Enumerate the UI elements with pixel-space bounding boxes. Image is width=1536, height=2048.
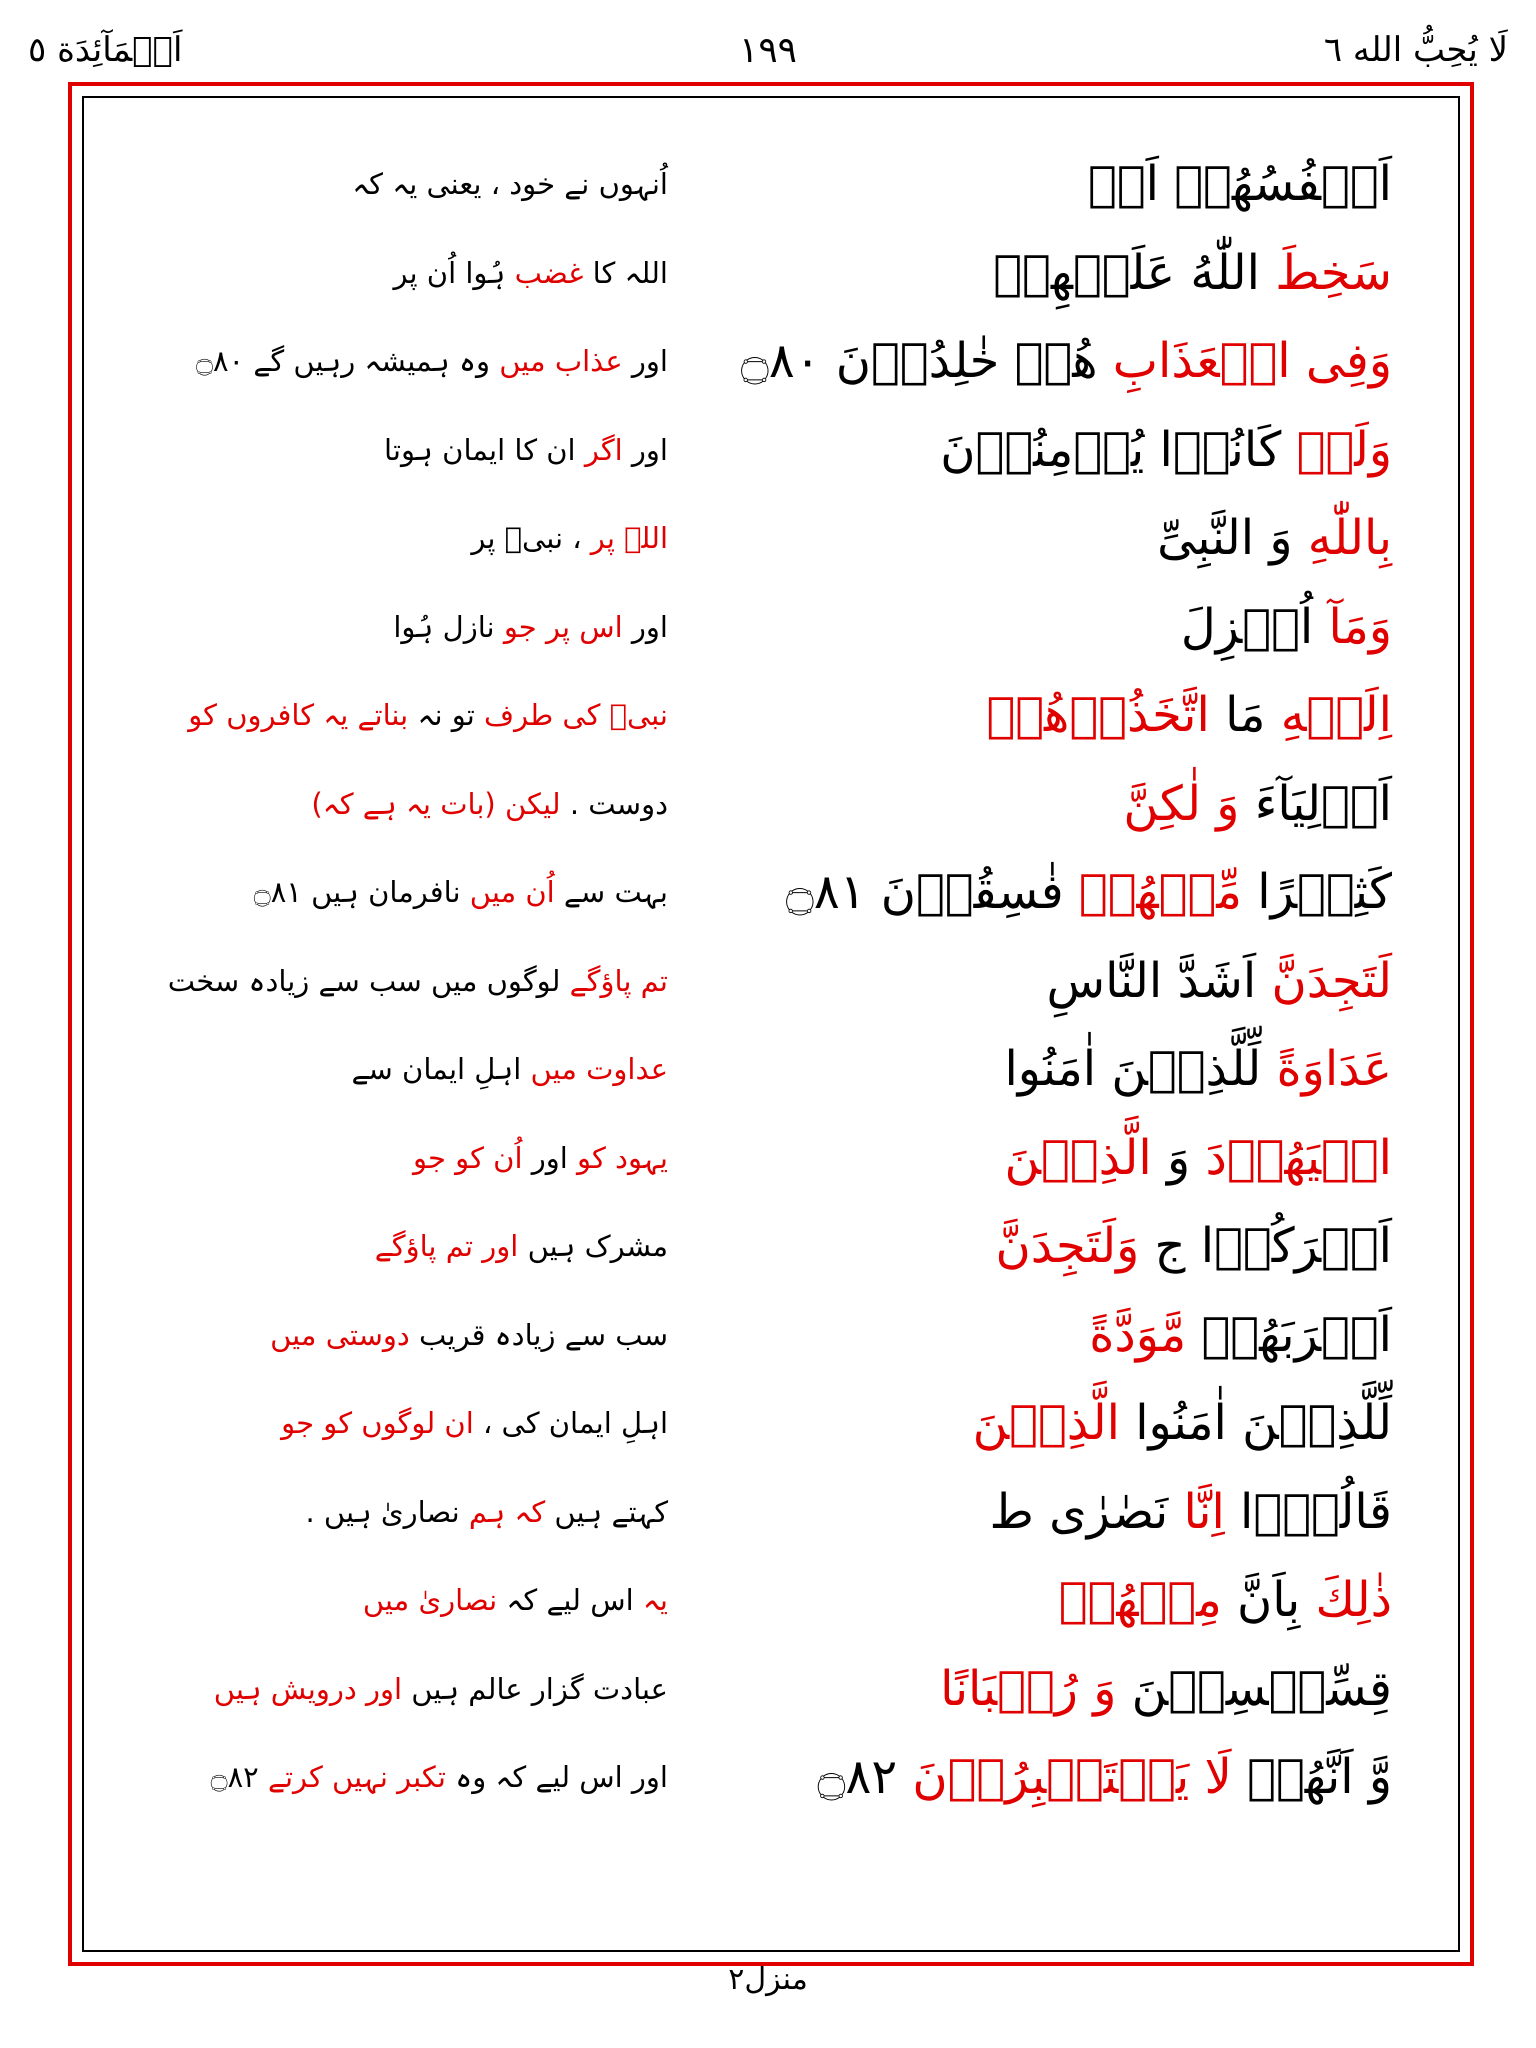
arabic-segment: نَصٰرٰى ط [989,1483,1169,1540]
arabic-segment: سَخِطَ [1259,244,1392,301]
arabic-segment: اَشَدَّ النَّاسِ [1046,952,1257,1009]
urdu-translation [148,848,668,936]
urdu-translation [148,760,668,848]
urdu-translation [148,671,668,759]
arabic-text [672,848,1392,936]
arabic-segment: قِسِّيۡسِيۡنَ [1116,1660,1392,1717]
urdu-segment: ان کا ایمان ہوتا [384,432,576,467]
urdu-translation [148,1114,668,1202]
verse-row [84,583,1458,672]
arabic-segment: وَ رُهۡبَانًا [940,1660,1117,1717]
urdu-translation [148,1556,668,1644]
urdu-segment: غضب [505,255,584,290]
page-border-inner [82,96,1460,1952]
arabic-segment: لَتَجِدَنَّ [1256,952,1392,1009]
arabic-segment: لِّلَّذِيۡنَ اٰمَنُوا [1119,1395,1392,1451]
verse-rows [84,140,1458,1822]
urdu-segment: ان لوگوں کو جو [281,1406,474,1440]
arabic-text [672,1291,1392,1379]
urdu-segment: اس پر جو [494,609,623,644]
urdu-segment: اگر [575,432,623,467]
arabic-segment: وَفِى الۡعَذَابِ [1097,333,1392,389]
urdu-segment: نصاریٰ میں [362,1583,498,1617]
urdu-segment: اُنہوں نے خود ، یعنی یہ کہ [352,167,668,201]
manzil-label: منزل٢ [728,1962,808,1997]
arabic-segment: اَشۡرَكُوۡا ج [1139,1218,1392,1274]
urdu-segment: تکبر نہیں کرتے [258,1760,446,1794]
urdu-translation [148,1025,668,1113]
urdu-translation [148,1291,668,1379]
urdu-translation [148,1379,668,1467]
arabic-segment: اَقۡرَبَهُمۡ [1186,1306,1392,1363]
arabic-text [672,1025,1392,1113]
arabic-segment: لِّلَّذِيۡنَ اٰمَنُوا [1004,1041,1262,1097]
verse-row [84,671,1458,760]
urdu-segment: اہلِ ایمان سے [351,1052,522,1086]
urdu-segment: کہ ہم [459,1494,546,1529]
arabic-segment: بِاَنَّ [1221,1572,1301,1628]
arabic-segment: ذٰلِكَ [1300,1572,1392,1628]
urdu-translation [148,1733,668,1821]
verse-row [84,317,1458,406]
arabic-text [672,1379,1392,1467]
urdu-segment: تم پاؤگے [560,963,668,998]
urdu-segment: اور اس لیے کہ وہ [446,1760,668,1794]
arabic-segment: اِنَّا [1168,1483,1225,1540]
arabic-text [672,760,1392,848]
urdu-segment: یہود کو [567,1140,668,1175]
arabic-segment: اُنۡزِلَ [1180,598,1314,655]
arabic-text [672,583,1392,671]
urdu-segment: وہ ہمیشہ رہیں گے ۝٨٠ [195,344,491,378]
verse-row [84,937,1458,1026]
urdu-segment: مشرک ہیں [518,1229,668,1263]
urdu-segment: دوستی میں [270,1317,410,1352]
arabic-segment: اَوۡلِيَآءَ [1239,775,1392,832]
urdu-translation [148,494,668,582]
arabic-text [672,1114,1392,1202]
arabic-segment: الَّذِيۡنَ [1004,1129,1152,1186]
verse-row [84,1025,1458,1114]
urdu-segment: نصاریٰ ہیں . [305,1494,460,1529]
urdu-translation [148,317,668,405]
urdu-translation [148,140,668,228]
arabic-segment: اِلَيۡهِ [1265,687,1392,743]
urdu-segment: بہت سے [554,875,668,909]
verse-row [84,1645,1458,1734]
arabic-text [672,1733,1392,1821]
arabic-segment: لَا يَسۡتَكۡبِرُوۡنَ [897,1749,1232,1805]
urdu-segment: اُن کو جو [413,1140,523,1175]
arabic-segment: فٰسِقُوۡنَ ۝٨١ [785,864,1064,920]
verse-row [84,760,1458,849]
verse-row [84,406,1458,495]
arabic-segment: مِّنۡهُمۡ [1063,864,1242,920]
arabic-segment: وَّ اَنَّهُمۡ [1231,1749,1392,1805]
arabic-segment: وَمَآ [1313,598,1392,655]
verse-row [84,1202,1458,1291]
urdu-segment: نبیؐ کی طرف [474,698,668,732]
arabic-segment: هُمۡ خٰلِدُوۡنَ ۝٨٠ [740,333,1098,389]
verse-row [84,1556,1458,1645]
verse-row [84,848,1458,937]
arabic-segment: قَالُوۡۤا [1224,1483,1392,1540]
urdu-segment: نازل ہُوا [393,609,495,644]
arabic-text [672,1468,1392,1556]
urdu-translation [148,937,668,1025]
juz-name: لَا يُحِبُّ الله ٦ [1323,30,1508,70]
urdu-segment: نافرمان ہیں ۝٨١ [253,875,461,909]
urdu-segment: بناتے یہ کافروں کو [188,698,409,732]
urdu-segment: کہتے ہیں [545,1494,668,1529]
urdu-segment: دوست . [560,786,668,821]
urdu-translation [148,229,668,317]
arabic-segment: بِاللّٰهِ [1292,510,1392,566]
arabic-segment: وَ [1151,1129,1191,1186]
verse-row [84,1468,1458,1557]
urdu-translation [148,1645,668,1733]
urdu-segment: عداوت میں [521,1052,668,1086]
urdu-segment: اور تم پاؤگے [374,1229,519,1263]
arabic-segment: الَّذِيۡنَ [972,1395,1120,1451]
arabic-text [672,229,1392,317]
urdu-segment: لیکن (بات یہ ہے کہ) [311,786,561,821]
arabic-segment: كَثِيۡرًا [1241,864,1392,920]
arabic-text [672,406,1392,494]
verse-row [84,229,1458,318]
arabic-text [672,937,1392,1025]
verse-row [84,1379,1458,1468]
urdu-segment: تو نہ [408,698,475,732]
urdu-segment: عبادت گزار عالم ہیں [402,1671,668,1706]
urdu-segment: اور [522,1140,568,1175]
urdu-segment: یہ [633,1583,668,1617]
verse-row [84,494,1458,583]
arabic-segment: اتَّخَذُوۡهُمۡ [986,687,1210,743]
arabic-text [672,671,1392,759]
urdu-translation [148,1468,668,1556]
urdu-segment: سب سے زیادہ قریب [409,1317,668,1352]
arabic-text [672,140,1392,228]
verse-row [84,1291,1458,1380]
page-header [0,22,1536,72]
arabic-text [672,1556,1392,1644]
urdu-segment: ، نبیؐ پر [471,521,582,555]
page-number: ١٩٩ [738,30,797,71]
page-border-outer [68,82,1474,1966]
urdu-segment: اور [622,609,668,644]
urdu-translation [148,1202,668,1290]
urdu-segment: اور [622,432,668,467]
arabic-text [672,1645,1392,1733]
urdu-segment: ۝٨٢ [210,1760,259,1794]
urdu-segment: اللہ کا [583,255,668,290]
urdu-segment: ہُوا اُن پر [393,255,506,290]
urdu-translation [148,583,668,671]
arabic-segment: الۡيَهُوۡدَ [1190,1129,1392,1186]
arabic-segment: وَ النَّبِىِّ [1157,510,1293,566]
arabic-segment: مِنۡهُمۡ [1058,1572,1222,1628]
urdu-segment: اس لیے کہ [497,1583,634,1617]
urdu-segment: لوگوں میں سب سے زیادہ سخت [167,963,561,998]
arabic-segment: وَ لٰكِنَّ [1123,775,1240,832]
urdu-segment: اہلِ ایمان کی ، [473,1406,668,1440]
arabic-segment: مَّوَدَّةً [1089,1306,1187,1363]
arabic-segment: وَلَوۡ [1281,421,1392,478]
urdu-segment: اُن میں [460,875,555,909]
urdu-translation [148,406,668,494]
verse-row [84,1114,1458,1203]
arabic-segment: اَنۡفُسُهُمۡ اَنۡ [1088,156,1392,212]
verse-row [84,1733,1458,1822]
surah-name: اَلۡمَآئِدَة ٥ [28,30,183,70]
arabic-segment: كَانُوۡا يُؤۡمِنُوۡنَ [940,421,1282,478]
arabic-text [672,317,1392,405]
arabic-text [672,1202,1392,1290]
verse-row [84,140,1458,229]
urdu-segment: اور [622,344,668,378]
arabic-segment: اللّٰهُ عَلَيۡهِمۡ [993,244,1260,301]
arabic-text [672,494,1392,582]
urdu-segment: عذاب میں [490,344,623,378]
arabic-segment: مَا [1209,687,1266,743]
arabic-segment: وَلَتَجِدَنَّ [995,1218,1140,1274]
arabic-segment: ۝٨٢ [817,1749,898,1805]
arabic-segment: عَدَاوَةً [1261,1041,1392,1097]
urdu-segment: اللہ پر [581,521,668,555]
urdu-segment: اور درویش ہیں [213,1671,403,1706]
